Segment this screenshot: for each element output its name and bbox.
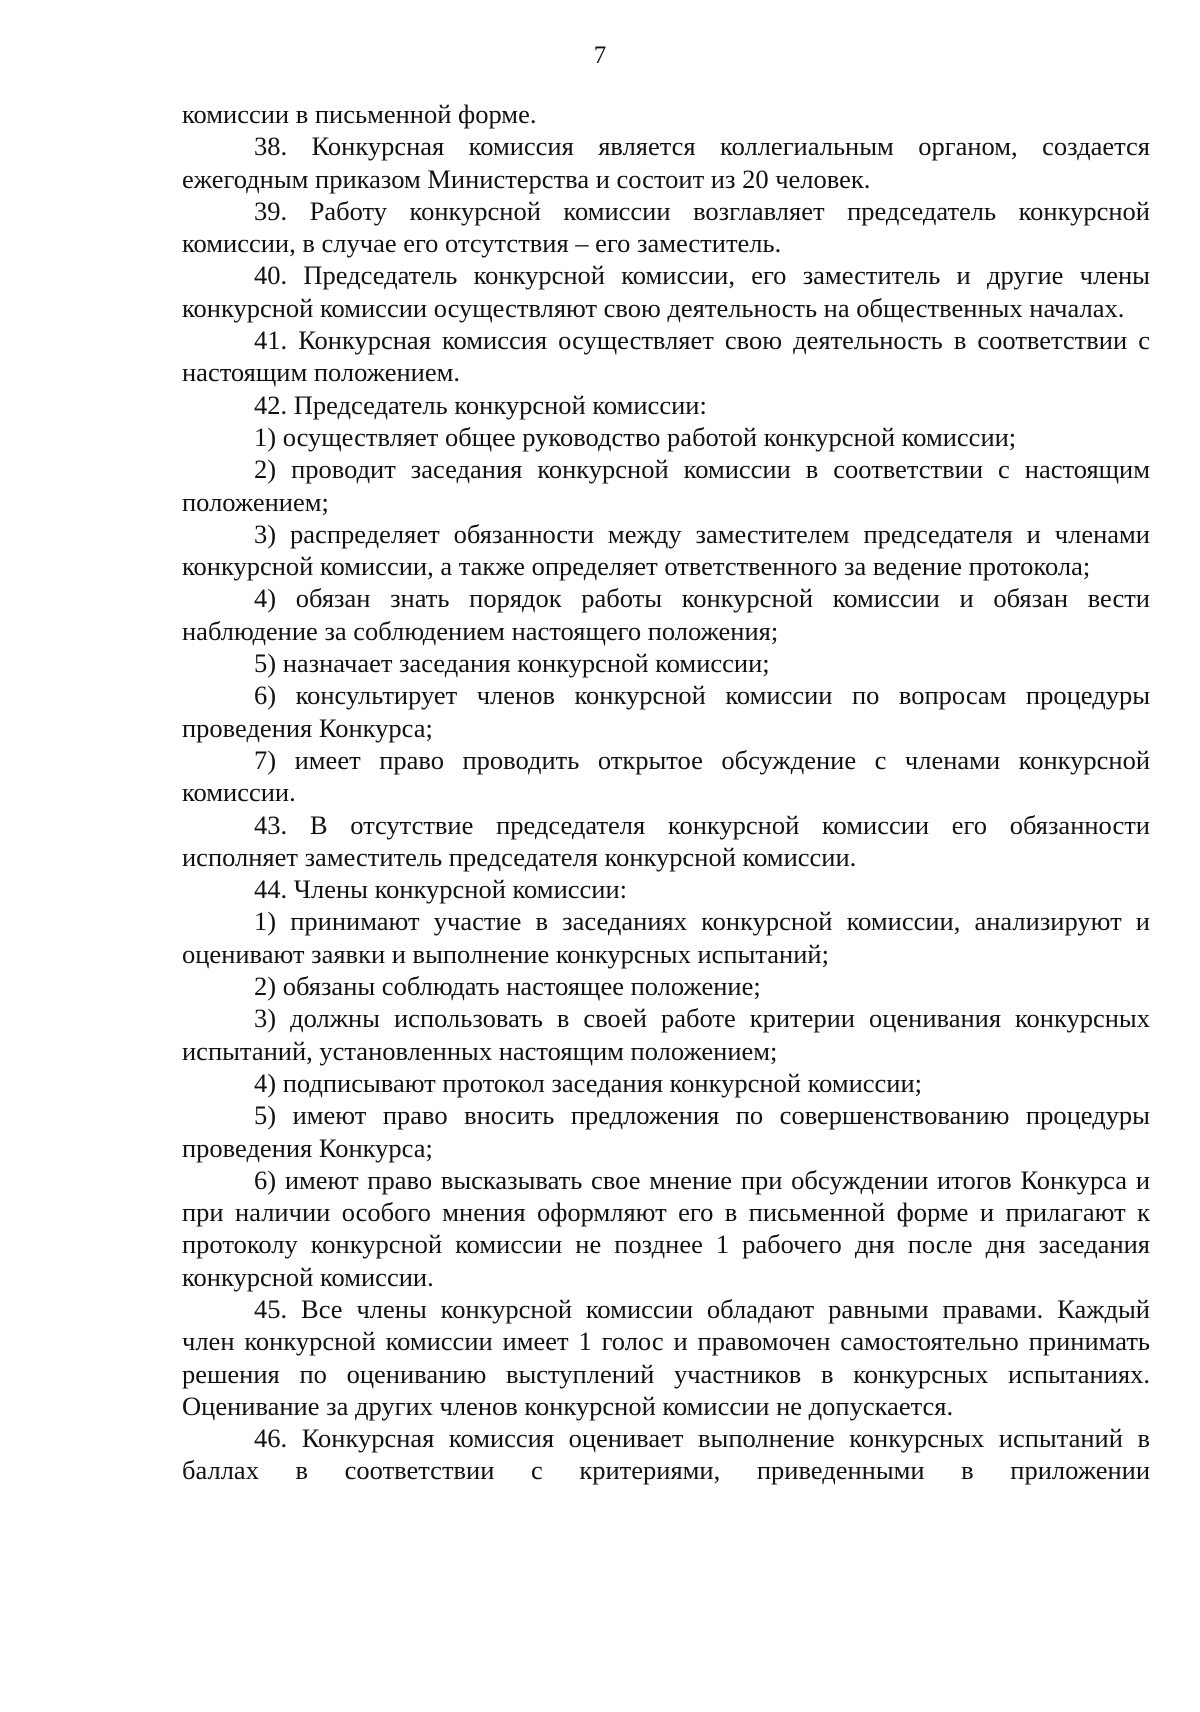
document-body (182, 98, 1150, 1487)
paragraph-43: 43. В отсутствие председателя конкурсной комиссии его обязанности исполняет заместитель председателя конкурсной комиссии. (182, 809, 1150, 872)
paragraph-40: 40. Председатель конкурсной комиссии, его заместитель и другие члены конкурсной комиссии осуществляют свою деятельность на общественных началах. (182, 260, 1150, 323)
list-item-42-5: 5) назначает заседания конкурсной комиссии; (254, 648, 770, 679)
paragraph-44: 44. Члены конкурсной комиссии: (254, 874, 628, 905)
list-item-42-6: 6) консультирует членов конкурсной комиссии по вопросам процедуры проведения Конкурса; (182, 680, 1150, 743)
paragraph-38: 38. Конкурсная комиссия является коллегиальным органом, создается ежегодным приказом Министерства и состоит из 20 человек. (182, 131, 1150, 194)
paragraph-46: 46. Конкурсная комиссия оценивает выполнение конкурсных испытаний в баллах в соответствии с критериями, приведенными в приложении (182, 1423, 1150, 1486)
list-item-42-1: 1) осуществляет общее руководство работой конкурсной комиссии; (254, 421, 1017, 452)
paragraph-45: 45. Все члены конкурсной комиссии обладают равными правами. Каждый член конкурсной комиссии имеет 1 голос и правомочен самостоятельно принимать решения по оцениванию выступлений участников в конкурсных испытаниях. Оценивание за других членов конкурсной комиссии не допускается. (182, 1293, 1150, 1421)
list-item-44-2: 2) обязаны соблюдать настоящее положение; (254, 971, 761, 1002)
list-item-44-5: 5) имеют право вносить предложения по совершенствованию процедуры проведения Конкурса; (182, 1100, 1150, 1163)
paragraph-41: 41. Конкурсная комиссия осуществляет свою деятельность в соответствии с настоящим положением. (182, 325, 1150, 388)
list-item-42-4: 4) обязан знать порядок работы конкурсной комиссии и обязан вести наблюдение за соблюдением настоящего положения; (182, 583, 1150, 646)
list-item-44-6: 6) имеют право высказывать свое мнение при обсуждении итогов Конкурса и при наличии особого мнения оформляют его в письменной форме и прилагают к протоколу конкурсной комиссии не позднее 1 рабочего дня после дня заседания конкурсной комиссии. (182, 1164, 1150, 1292)
list-item-44-1: 1) принимают участие в заседаниях конкурсной комиссии, анализируют и оценивают заявки и выполнение конкурсных испытаний; (182, 906, 1150, 969)
paragraph-42: 42. Председатель конкурсной комиссии: (254, 389, 707, 420)
list-item-42-3: 3) распределяет обязанности между заместителем председателя и членами конкурсной комиссии, а также определяет ответственного за ведение протокола; (182, 518, 1150, 582)
page-number: 7 (593, 42, 607, 69)
paragraph-39: 39. Работу конкурсной комиссии возглавляет председатель конкурсной комиссии, в случае его отсутствия – его заместитель. (182, 195, 1150, 259)
list-item-44-3: 3) должны использовать в своей работе критерии оценивания конкурсных испытаний, установленных настоящим положением; (182, 1003, 1150, 1066)
paragraph-continuation: комиссии в письменной форме. (182, 99, 537, 129)
list-item-42-2: 2) проводит заседания конкурсной комиссии в соответствии с настоящим положением; (182, 454, 1150, 517)
list-item-44-4: 4) подписывают протокол заседания конкурсной комиссии; (254, 1067, 923, 1098)
list-item-42-7: 7) имеет право проводить открытое обсуждение с членами конкурсной комиссии. (182, 744, 1150, 808)
